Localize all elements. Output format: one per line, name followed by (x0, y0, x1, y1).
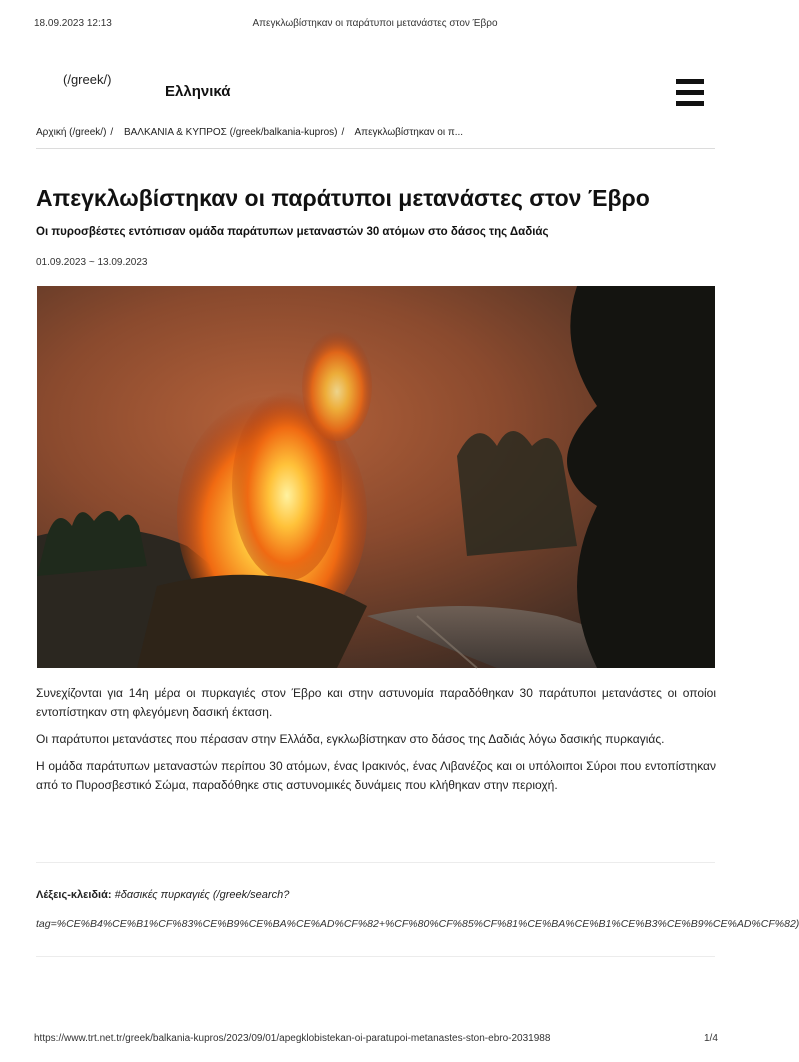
keywords-divider (36, 862, 715, 863)
keywords-label: Λέξεις-κλειδιά: (36, 889, 112, 901)
article-title: Απεγκλωβίστηκαν οι παράτυποι μετανάστες στον Έβρο (36, 185, 650, 211)
keywords-divider (36, 956, 715, 957)
breadcrumb-home[interactable]: Αρχική (/greek/) (36, 127, 107, 138)
print-url: https://www.trt.net.tr/greek/balkania-kupros/2023/09/01/apegklobistekan-oi-paratupoi-metanastes-ston-ebro-2031988 (34, 1033, 551, 1044)
page-number: 1/4 (704, 1033, 718, 1044)
keyword-tag-link[interactable]: #δασικές πυρκαγιές (114, 889, 210, 901)
breadcrumb-separator: / (341, 127, 345, 138)
language-label: Ελληνικά (165, 83, 231, 100)
article-body (36, 684, 716, 803)
article-subtitle: Οι πυροσβέστες εντόπισαν ομάδα παράτυπων μεταναστών 30 ατόμων στο δάσος της Δαδιάς (36, 226, 549, 238)
breadcrumb-divider (36, 148, 715, 149)
keywords-row (36, 889, 289, 901)
breadcrumb-category[interactable]: ΒΑΛΚΑΝΙΑ & ΚΥΠΡΟΣ (/greek/balkania-kupros) (123, 127, 338, 138)
article-paragraph: Συνεχίζονται για 14η μέρα οι πυρκαγιές στον Έβρο και στην αστυνομία παραδόθηκαν 30 παράτυποι μετανάστες οι οποίοι εντοπίστηκαν στη φλεγόμενη δασική έκταση. (36, 686, 716, 719)
breadcrumb (36, 127, 463, 138)
print-datetime: 18.09.2023 12:13 (34, 18, 112, 29)
print-header (0, 18, 750, 32)
breadcrumb-separator: / (110, 127, 114, 138)
print-page-title: Απεγκλωβίστηκαν οι παράτυποι μετανάστες στον Έβρο (252, 18, 498, 29)
article-paragraph: Η ομάδα παράτυπων μεταναστών περίπου 30 ατόμων, ένας Ιρακινός, ένας Λιβανέζος και οι υπόλοιποι Σύροι που εντοπίστηκαν από το Πυροσβεστικό Σώμα, παραδόθηκε στις αστυνομικές δυνάμεις που κλήθηκαν στην περιοχή. (36, 759, 716, 792)
article-dates: 01.09.2023 ~ 13.09.2023 (36, 257, 148, 268)
breadcrumb-current: Απεγκλωβίστηκαν οι π... (354, 127, 464, 138)
article-hero-image (37, 286, 715, 668)
hamburger-menu-icon[interactable] (676, 79, 704, 109)
site-logo-link[interactable]: (/greek/) (63, 72, 112, 87)
keyword-tag-path: (/greek/search? (212, 889, 290, 901)
article-paragraph: Οι παράτυποι μετανάστες που πέρασαν στην Ελλάδα, εγκλωβίστηκαν στο δάσος της Δαδιάς λόγω δασικής πυρκαγιάς. (36, 732, 665, 746)
keyword-tag-url: tag=%CE%B4%CE%B1%CF%83%CE%B9%CE%BA%CE%AD%CF%82+%CF%80%CF%85%CF%81%CE%BA%CE%B1%CE%B3%CE%B9%CE%AD%CF%82) (36, 918, 799, 930)
